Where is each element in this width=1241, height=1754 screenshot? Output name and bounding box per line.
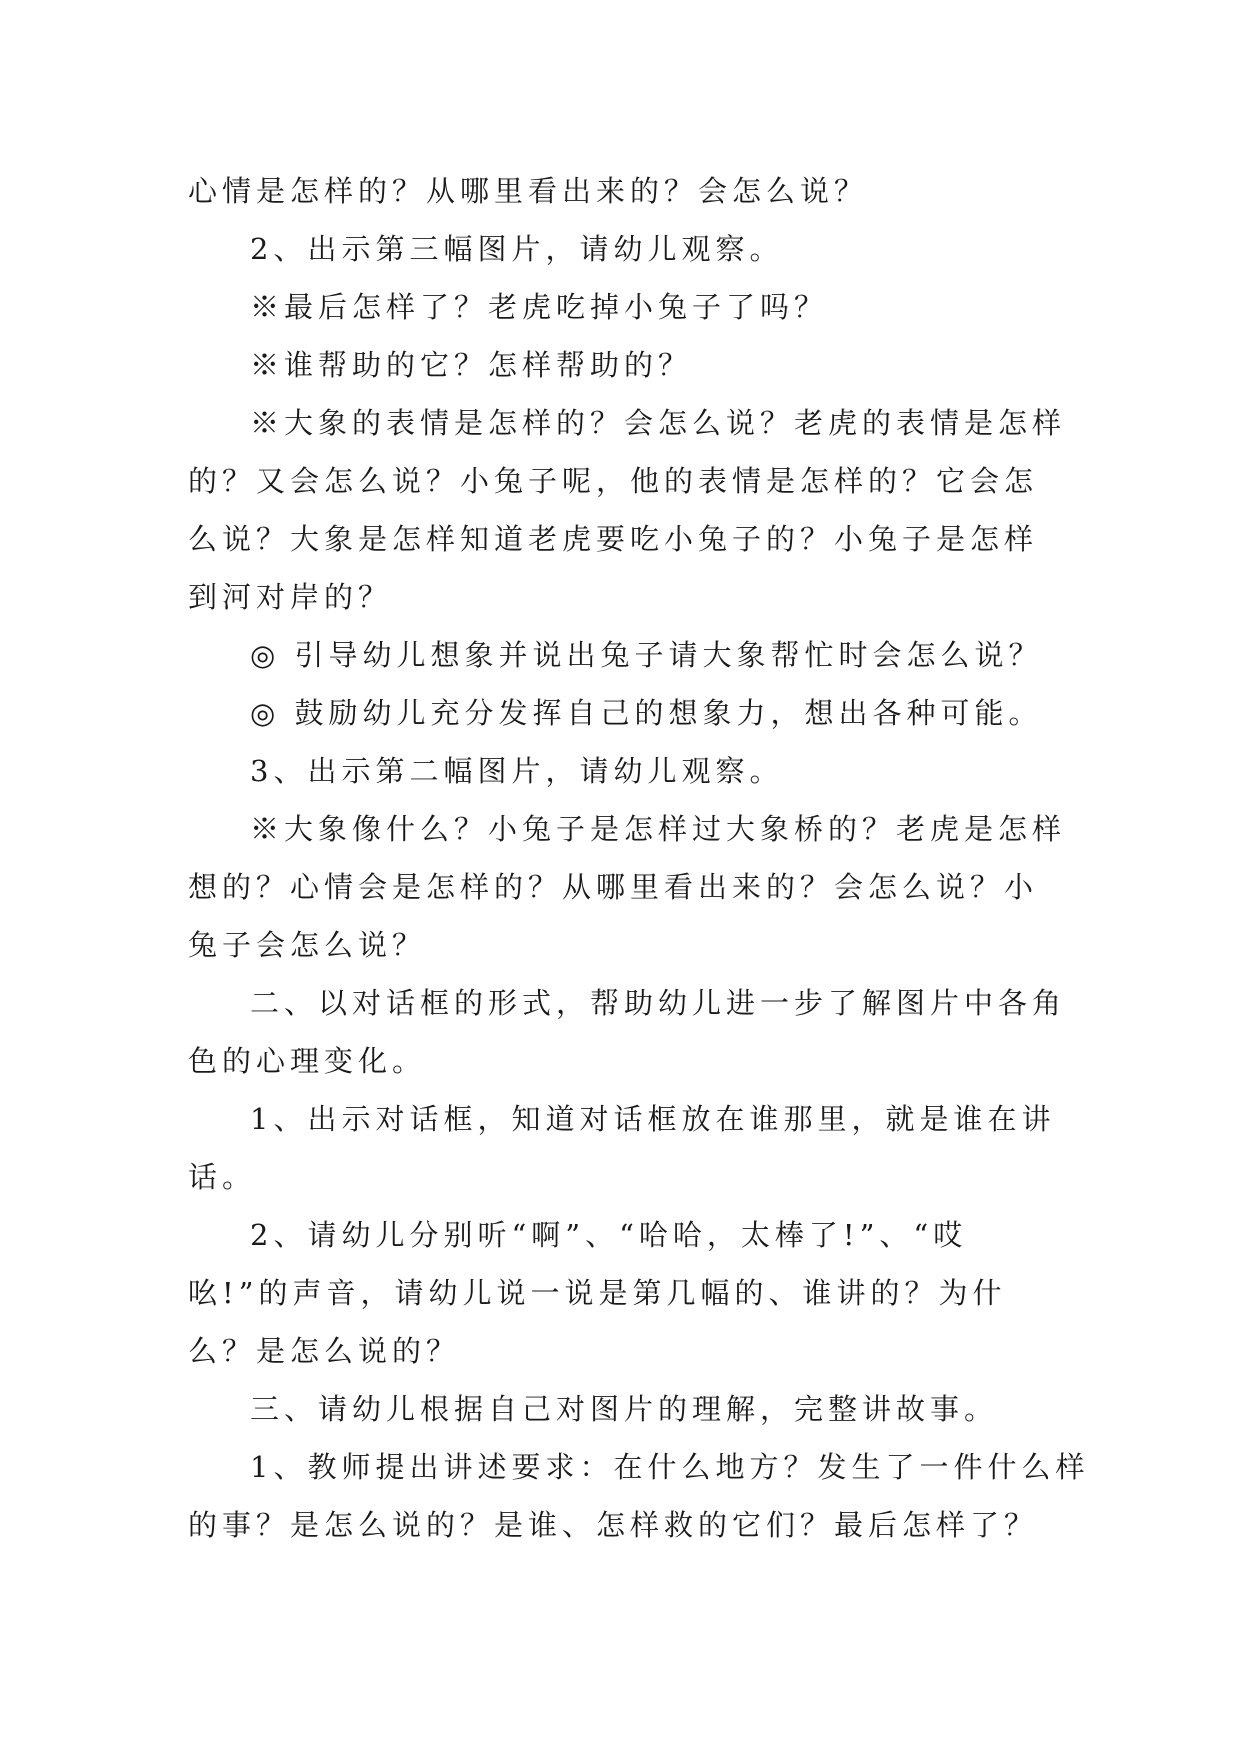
paragraph-4: ※谁帮助的它？怎样帮助的？ (250, 348, 693, 382)
paragraph-9: ※大象像什么？小兔子是怎样过大象桥的？老虎是怎样想的？心情会是怎样的？从哪里看出来的？会怎么说？小兔子会怎么说？ (188, 812, 1067, 962)
paragraph-13: 三、请幼儿根据自己对图片的理解，完整讲故事。 (250, 1392, 999, 1426)
paragraph-12: 2、请幼儿分别听“啊”、“哈哈，太棒了!”、“哎吆!”的声音，请幼儿说一说是第几幅的、谁讲的？为什么？是怎么说的？ (188, 1218, 1007, 1368)
paragraph-10: 二、以对话框的形式，帮助幼儿进一步了解图片中各角色的心理变化。 (188, 986, 1067, 1078)
paragraph-7: ◎ 鼓励幼儿充分发挥自己的想象力，想出各种可能。 (250, 696, 1043, 730)
paragraph-3: ※最后怎样了？老虎吃掉小兔子了吗？ (250, 290, 829, 324)
paragraph-11: 1、出示对话框，知道对话框放在谁那里，就是谁在讲话。 (188, 1102, 1056, 1194)
paragraph-8: 3、出示第二幅图片，请幼儿观察。 (250, 754, 784, 788)
document-body (188, 162, 1090, 1554)
paragraph-1: 心情是怎样的？从哪里看出来的？会怎么说？ (188, 174, 869, 208)
paragraph-2: 2、出示第三幅图片，请幼儿观察。 (250, 232, 784, 266)
paragraph-5: ※大象的表情是怎样的？会怎么说？老虎的表情是怎样的？又会怎么说？小兔子呢，他的表情是怎样的？它会怎么说？大象是怎样知道老虎要吃小兔子的？小兔子是怎样到河对岸的？ (188, 406, 1067, 614)
paragraph-14: 1、教师提出讲述要求：在什么地方？发生了一件什么样的事？是怎么说的？是谁、怎样救的它们？最后怎样了？ (188, 1450, 1090, 1542)
paragraph-6: ◎ 引导幼儿想象并说出兔子请大象帮忙时会怎么说？ (250, 638, 1043, 672)
